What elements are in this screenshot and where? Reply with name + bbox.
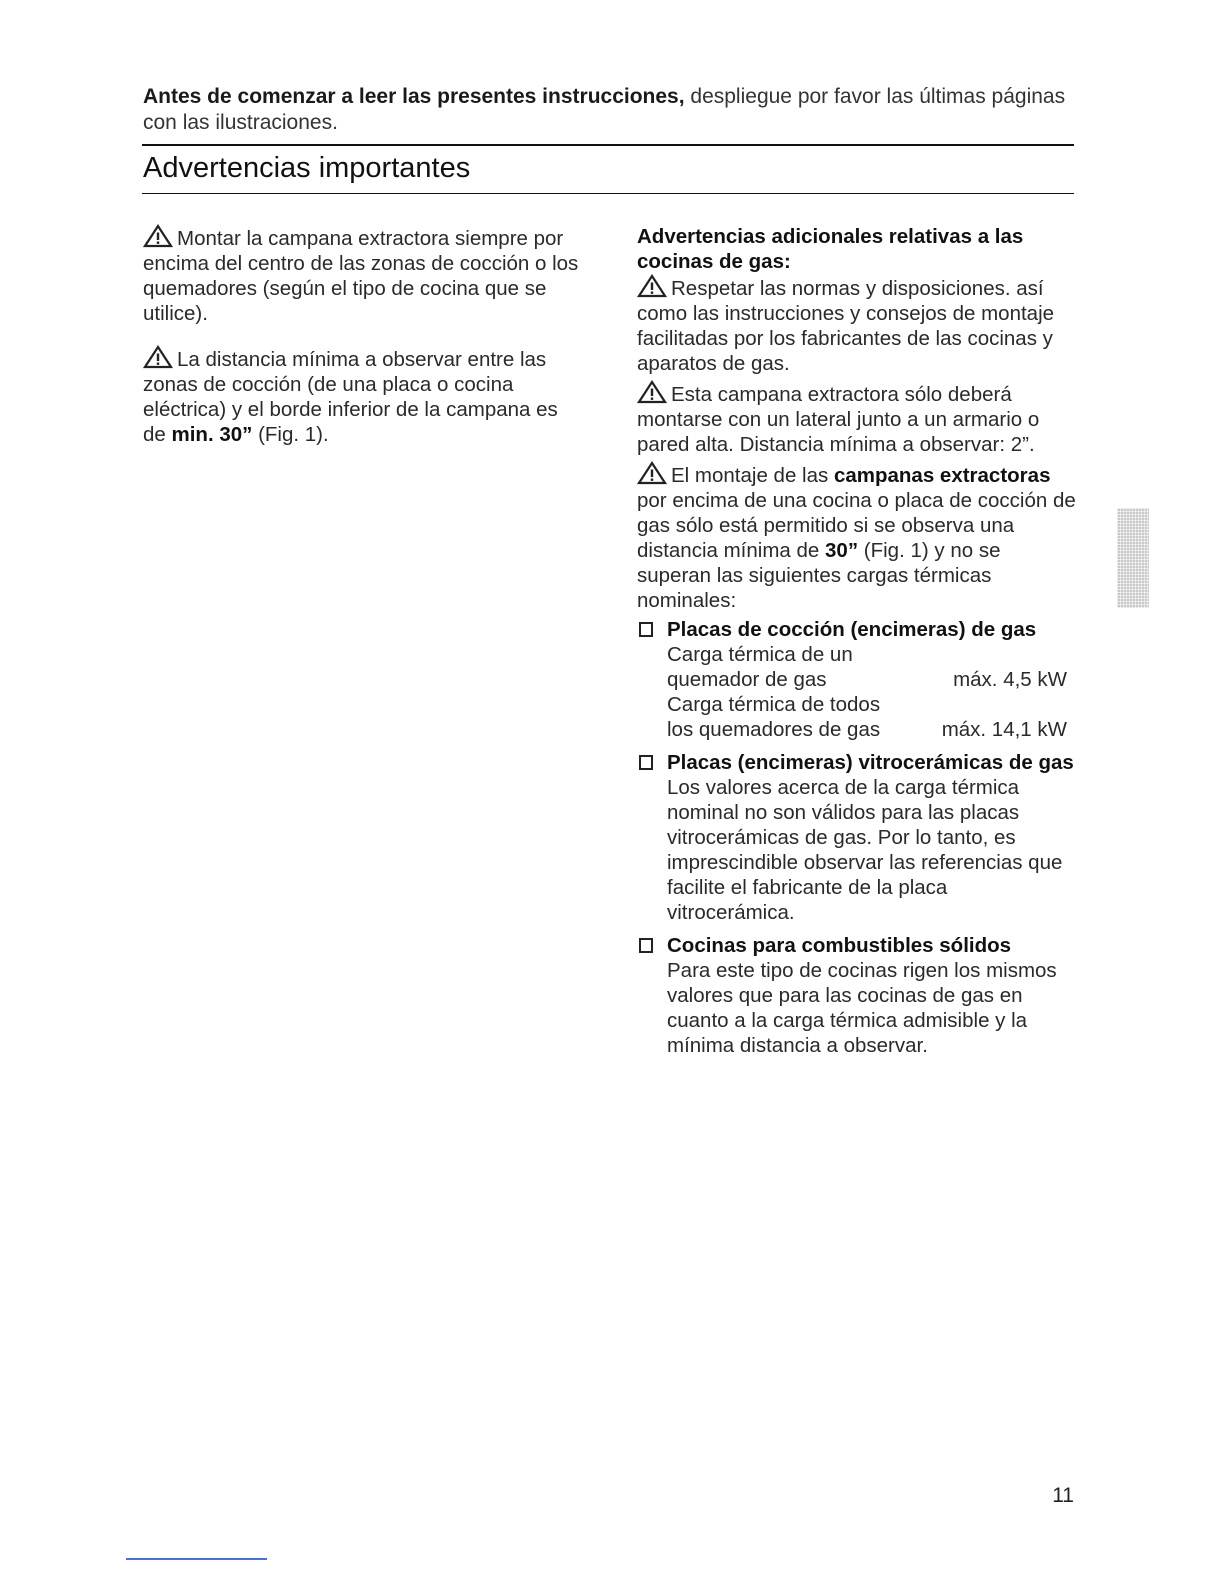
spec-value: máx. 14,1 kW (941, 718, 1067, 741)
left-warning-2-text-a: La distancia mínima a observar entre las zonas de cocción (de una placa o cocina eléctrica) y el borde inferior de la campana es de (143, 348, 558, 446)
language-thumb-tab (1117, 508, 1149, 608)
gas-warning-2-text: Esta campana extractora sólo deberá montarse con un lateral junto a un armario o pared alta. Distancia mínima a observar: 2”. (637, 383, 1040, 456)
list-item-text: Los valores acerca de la carga térmica nominal no son válidos para las placas vitrocerámicas de gas. Por lo tanto, es imprescindible observar las referencias que facilite el fabricante de la placa vitrocerámica. (667, 776, 1063, 924)
left-column (143, 224, 583, 466)
spec-line: Carga térmica de un (667, 643, 853, 666)
checkbox-bullet-icon (639, 622, 653, 637)
gas-warning-3-text-e: (Fig. 1) y no se superan las siguientes cargas térmicas nominales: (637, 539, 1001, 612)
gas-warning-1 (637, 274, 1077, 376)
spec-row-single-burner (667, 667, 1067, 692)
left-warning-2-text-c: (Fig. 1). (252, 423, 329, 446)
intro-bold-text: Antes de comenzar a leer las presentes instrucciones, (143, 85, 685, 108)
spec-row-all-burners (667, 717, 1067, 742)
warning-triangle-icon (637, 380, 667, 404)
list-item-ceramic-gas-hobs (637, 750, 1077, 925)
list-item-title: Placas de cocción (encimeras) de gas (667, 618, 1037, 641)
gas-warnings-heading: Advertencias adicionales relativas a las cocinas de gas: (637, 225, 1024, 273)
list-item-title: Placas (encimeras) vitrocerámicas de gas (667, 751, 1074, 774)
bottom-link-underline (126, 1558, 267, 1560)
left-warning-2 (143, 345, 583, 447)
title-divider (142, 193, 1074, 194)
warning-triangle-icon (143, 345, 173, 369)
list-item-text: Para este tipo de cocinas rigen los mismos valores que para las cocinas de gas en cuanto a la carga térmica admisible y la mínima distancia a observar. (667, 959, 1057, 1057)
list-item-title: Cocinas para combustibles sólidos (667, 934, 1012, 957)
gas-warning-3-hoods: campanas extractoras (833, 464, 1051, 487)
gas-warning-3-text-c: por encima de una cocina o placa de cocción de gas sólo está permitido si se observa una distancia mínima de (637, 489, 1076, 562)
checkbox-bullet-icon (639, 755, 653, 770)
section-title: Advertencias importantes (143, 152, 471, 184)
list-item-solid-fuel-cookers (637, 933, 1077, 1058)
intro-paragraph (143, 84, 1073, 136)
top-divider (142, 144, 1074, 146)
right-column (637, 224, 1077, 1066)
left-warning-1 (143, 224, 583, 326)
warning-triangle-icon (143, 224, 173, 248)
left-warning-2-min-distance: min. 30” (171, 423, 253, 446)
page-number: 11 (1052, 1484, 1074, 1507)
gas-warning-3-distance: 30” (825, 539, 859, 562)
gas-warning-3 (637, 461, 1077, 613)
warning-triangle-icon (637, 461, 667, 485)
warning-triangle-icon (637, 274, 667, 298)
checkbox-bullet-icon (639, 938, 653, 953)
gas-warning-2 (637, 380, 1077, 457)
spec-line: Carga térmica de todos (667, 693, 881, 716)
left-warning-1-text: Montar la campana extractora siempre por encima del centro de las zonas de cocción o los quemadores (según el tipo de cocina que se utilice). (143, 227, 579, 325)
list-item-gas-hobs (637, 617, 1077, 742)
spec-label: quemador de gas (667, 668, 827, 691)
gas-warning-1-text: Respetar las normas y disposiciones. así como las instrucciones y consejos de montaje facilitadas por los fabricantes de las cocinas y aparatos de gas. (637, 277, 1055, 375)
gas-warning-3-text-a: El montaje de las (671, 464, 834, 487)
spec-label: los quemadores de gas (667, 718, 881, 741)
spec-value: máx. 4,5 kW (953, 668, 1067, 691)
intro-text: despliegue por favor las últimas páginas con las ilustraciones. (143, 85, 1066, 134)
